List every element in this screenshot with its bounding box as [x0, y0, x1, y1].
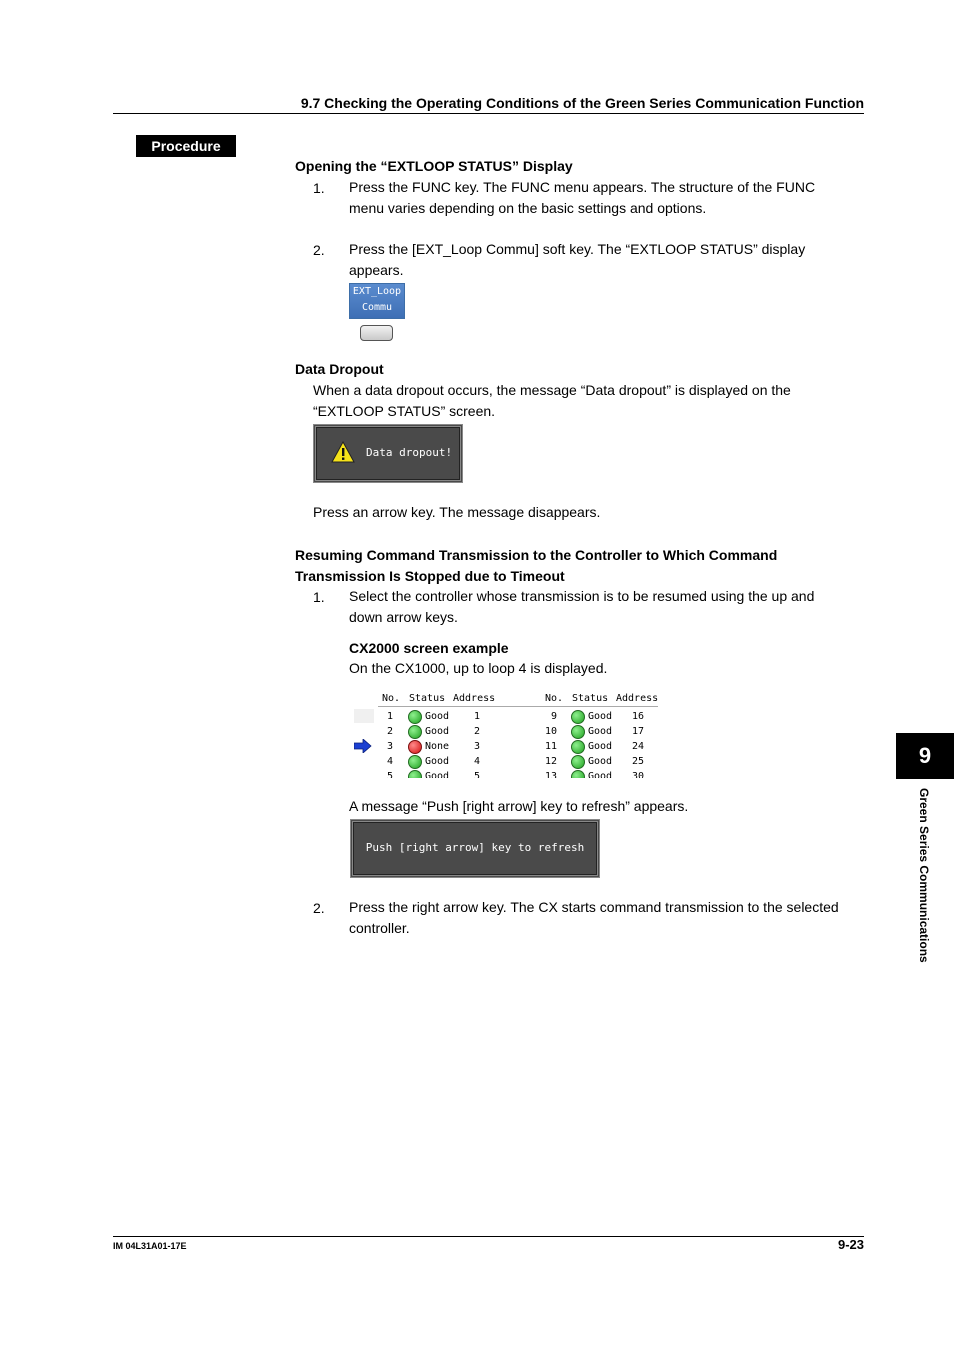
step-line: Press the FUNC key. The FUNC menu appears. The structure of the FUNC	[349, 179, 816, 195]
dropout-after-note: Press an arrow key. The message disappears.	[313, 504, 601, 520]
section-heading-resume	[295, 545, 777, 587]
row-address: 5	[474, 771, 481, 778]
row-no: 3	[387, 741, 394, 752]
row-status: Good	[425, 726, 450, 737]
status-good-icon	[408, 755, 422, 769]
step-text	[349, 586, 864, 628]
status-good-icon	[571, 725, 585, 739]
col-header-status: Status	[409, 693, 446, 704]
row-no: 2	[387, 726, 394, 737]
extloop-status-screen	[352, 690, 658, 778]
row-address: 17	[632, 726, 645, 737]
status-good-icon	[571, 755, 585, 769]
row-status: Good	[425, 756, 450, 767]
softkey-line1: EXT_Loop	[352, 286, 402, 297]
row-status: None	[425, 741, 450, 752]
row-status: Good	[425, 711, 450, 722]
selection-arrow-icon	[354, 739, 372, 753]
soft-key-button[interactable]	[360, 325, 393, 341]
row-address: 4	[474, 756, 481, 767]
row-no: 12	[545, 756, 558, 767]
step-line: Select the controller whose transmission is to be resumed using the up and	[349, 588, 815, 604]
step-text	[349, 177, 864, 219]
section-heading-dropout: Data Dropout	[295, 361, 384, 377]
ext-loop-commu-softkey[interactable]	[349, 283, 405, 319]
step-line: menu varies depending on the basic settings and options.	[349, 200, 707, 216]
step-line: Press the [EXT_Loop Commu] soft key. The “EXTLOOP STATUS” display	[349, 241, 806, 257]
text-line: When a data dropout occurs, the message “Data dropout” is displayed on the	[313, 382, 791, 398]
row-no: 1	[387, 711, 394, 722]
step-number: 2.	[313, 900, 325, 916]
col-header-address: Address	[616, 693, 658, 704]
col-header-no: No.	[382, 693, 401, 704]
step-line: controller.	[349, 920, 410, 936]
row-address: 24	[632, 741, 645, 752]
chapter-side-label: Green Series Communications	[917, 788, 931, 963]
status-good-icon	[408, 710, 422, 724]
row-no: 4	[387, 756, 394, 767]
heading-line: Resuming Command Transmission to the Controller to Which Command	[295, 547, 778, 563]
warning-icon	[331, 441, 355, 463]
procedure-label: Procedure	[136, 135, 236, 157]
example-note: On the CX1000, up to loop 4 is displayed.	[349, 660, 608, 676]
step-text	[349, 239, 864, 281]
row-no: 5	[387, 771, 394, 778]
status-none-icon	[408, 740, 422, 754]
step-number: 2.	[313, 242, 325, 258]
col-header-no: No.	[545, 693, 564, 704]
data-dropout-dialog	[313, 424, 463, 483]
row-status: Good	[425, 771, 450, 778]
row-address: 16	[632, 711, 645, 722]
running-header: 9.7 Checking the Operating Conditions of the Green Series Communication Function	[300, 95, 864, 111]
dropout-description	[313, 380, 864, 422]
status-good-icon	[571, 740, 585, 754]
row-no: 9	[550, 711, 557, 722]
row-address: 1	[474, 711, 481, 722]
step-line: Press the right arrow key. The CX starts command transmission to the selected	[349, 899, 839, 915]
row-status: Good	[588, 726, 613, 737]
refresh-note: A message “Push [right arrow] key to refresh” appears.	[349, 798, 689, 814]
row-status: Good	[588, 741, 613, 752]
chapter-tab: 9	[896, 733, 954, 779]
row-no: 13	[545, 771, 558, 778]
text-line: “EXTLOOP STATUS” screen.	[313, 403, 496, 419]
section-heading-extloop: Opening the “EXTLOOP STATUS” Display	[295, 158, 573, 174]
row-no: 11	[545, 741, 558, 752]
page-number: 9-23	[837, 1237, 864, 1252]
row-status: Good	[588, 771, 613, 778]
example-heading: CX2000 screen example	[349, 640, 509, 656]
status-good-icon	[571, 710, 585, 724]
status-good-icon	[408, 770, 422, 778]
heading-line: Transmission Is Stopped due to Timeout	[295, 568, 565, 584]
doc-id: IM 04L31A01-17E	[113, 1241, 187, 1251]
dialog-message: Push [right arrow] key to refresh	[365, 841, 585, 854]
header-rule	[113, 113, 864, 114]
step-line: down arrow keys.	[349, 609, 458, 625]
row-no: 10	[545, 726, 558, 737]
row-status: Good	[588, 711, 613, 722]
step-number: 1.	[313, 589, 325, 605]
header-divider	[378, 706, 658, 707]
row-address: 25	[632, 756, 645, 767]
row-status: Good	[588, 756, 613, 767]
status-good-icon	[408, 725, 422, 739]
row-address: 30	[632, 771, 645, 778]
step-number: 1.	[313, 180, 325, 196]
footer-rule	[113, 1236, 864, 1237]
col-header-address: Address	[453, 693, 496, 704]
status-good-icon	[571, 770, 585, 778]
row-address: 2	[474, 726, 481, 737]
refresh-dialog	[350, 819, 600, 878]
step-text	[349, 897, 864, 939]
dialog-message: Data dropout!	[366, 446, 453, 459]
step-line: appears.	[349, 262, 404, 278]
row-marker-blank	[354, 709, 374, 723]
row-address: 3	[474, 741, 481, 752]
col-header-status: Status	[572, 693, 609, 704]
softkey-line2: Commu	[361, 302, 393, 313]
